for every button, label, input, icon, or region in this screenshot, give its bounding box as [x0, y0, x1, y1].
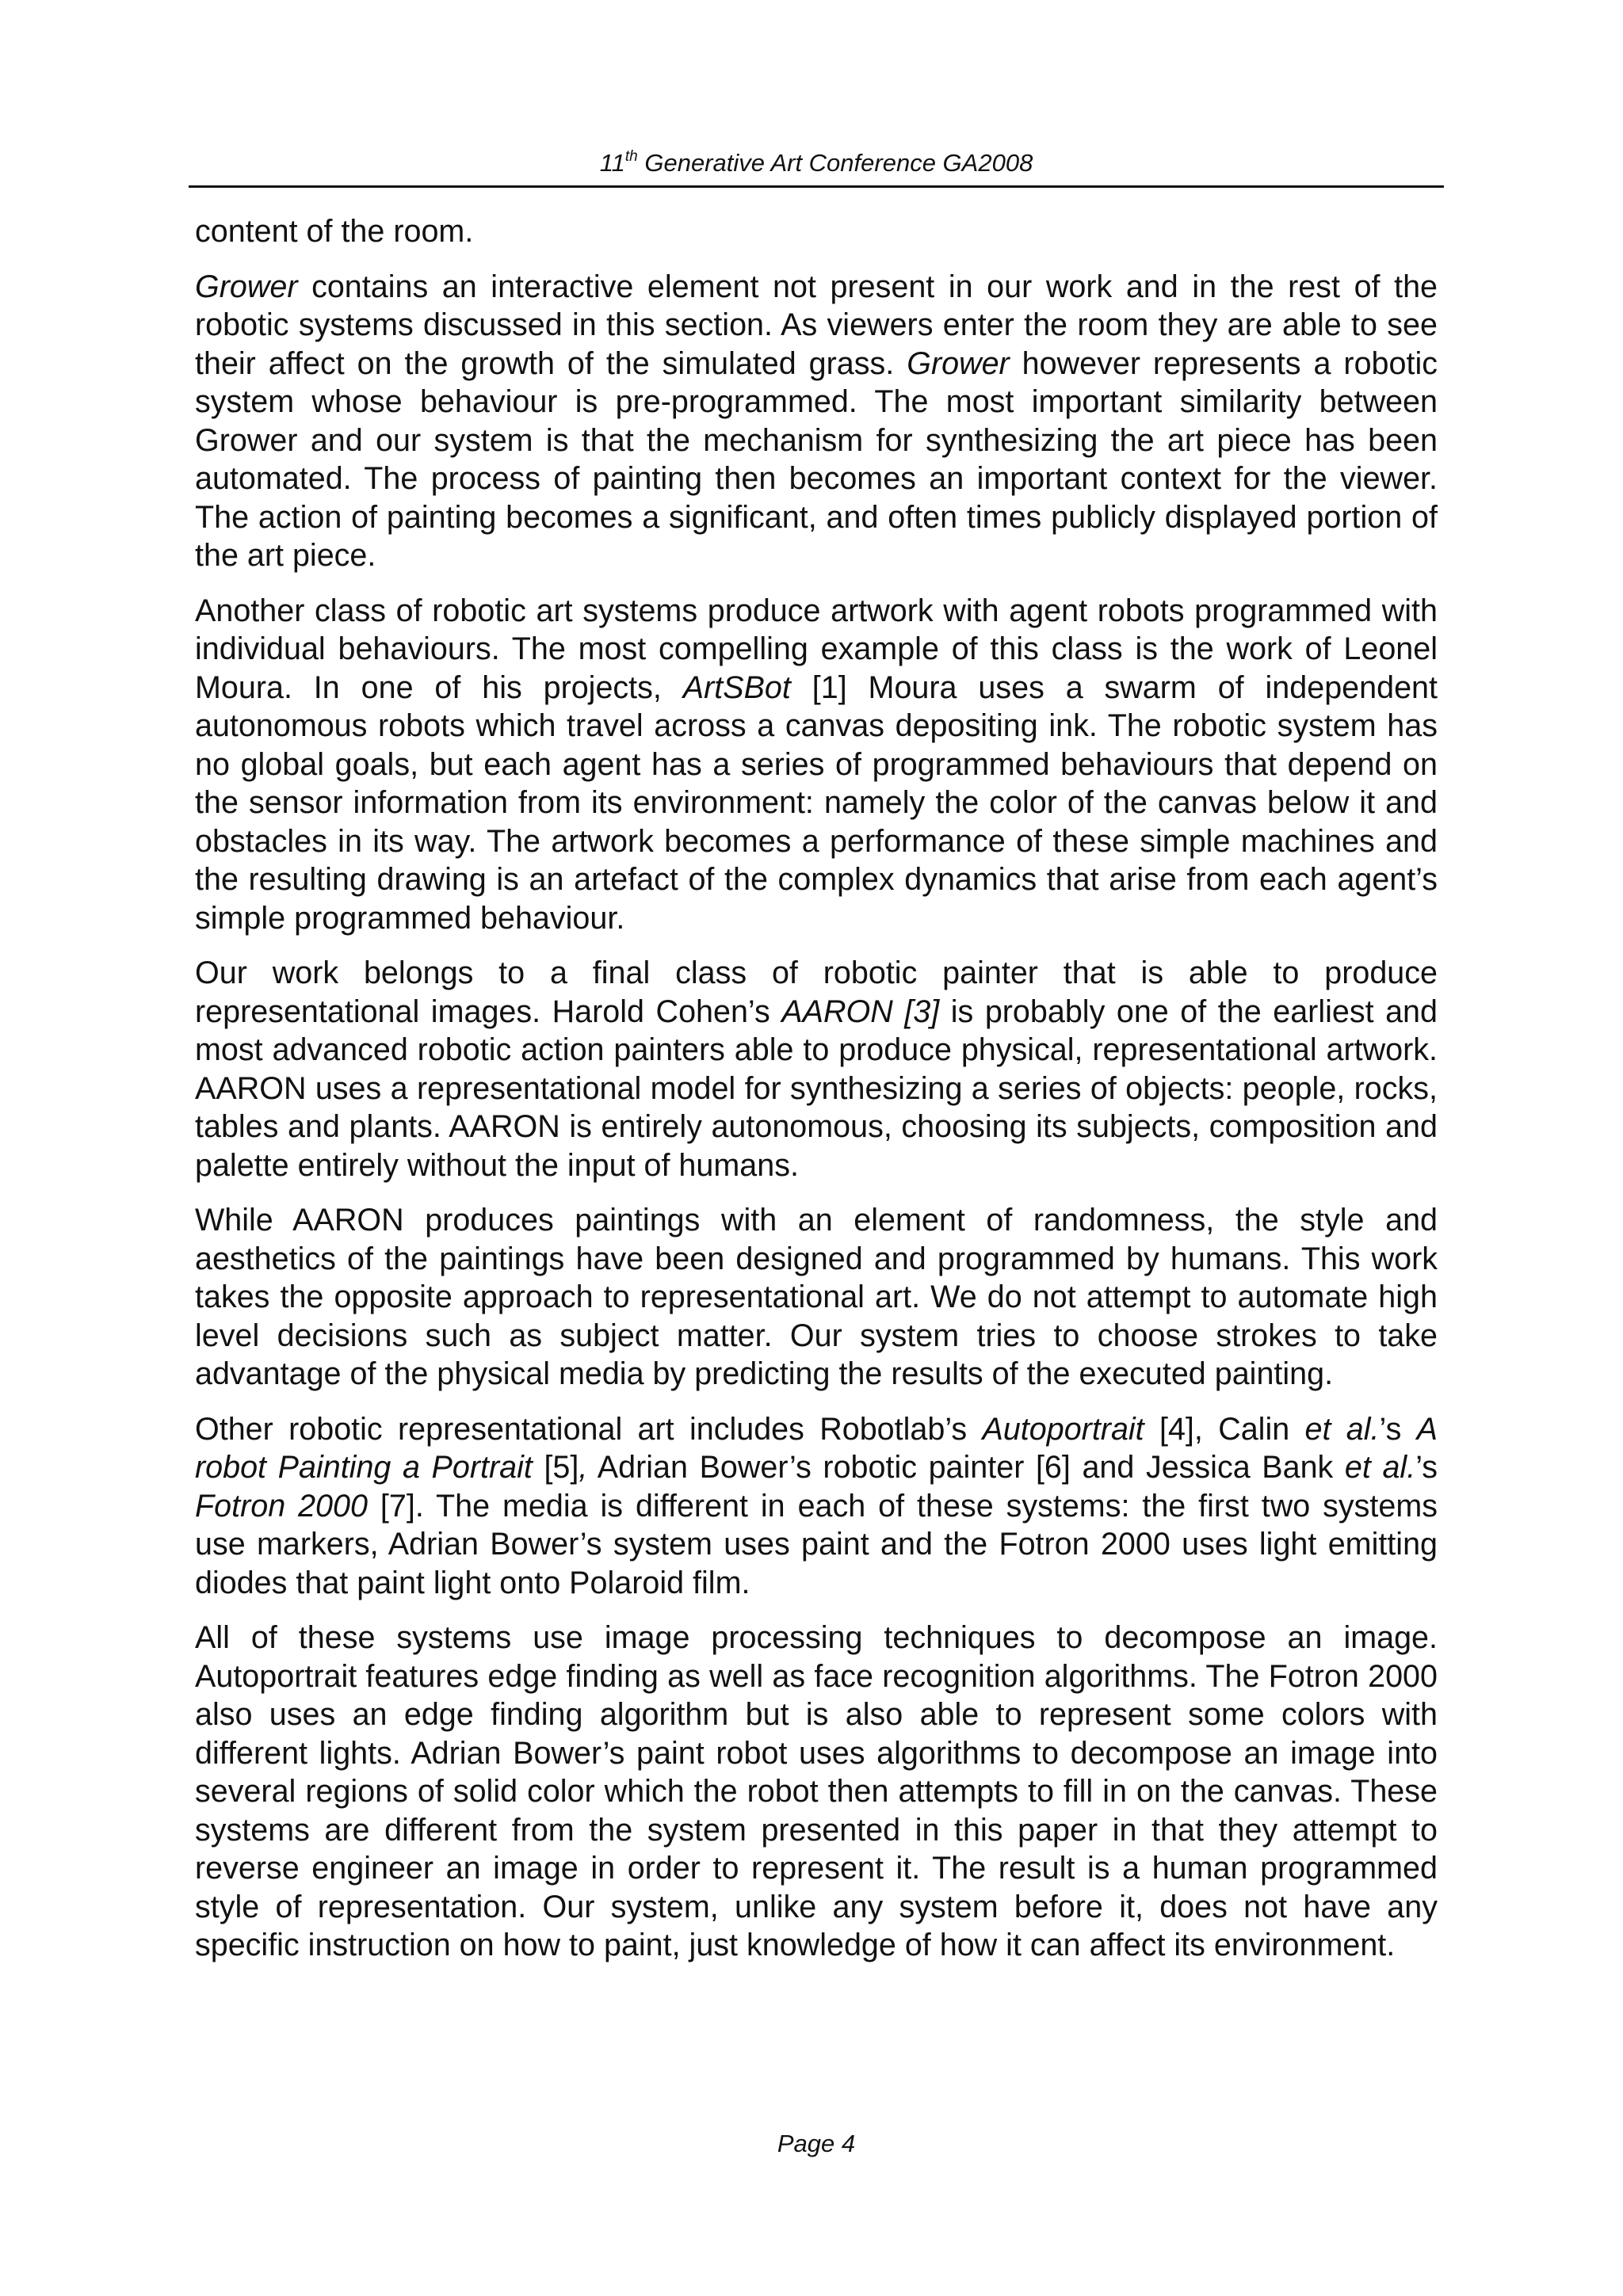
text-run: Our work belongs to a final class of robotic painter that is able to produce representational images. Harold Cohen’s [195, 955, 1438, 1029]
header-conference-title: Generative Art Conference GA2008 [637, 149, 1033, 177]
italic-run: Autoportrait [982, 1411, 1144, 1447]
paragraph [195, 1619, 1438, 1965]
text-run: [7]. The media is different in each of these systems: the first two systems use markers, Adrian Bower’s system uses paint and the Fotron 2000 uses light emitting diodes that paint light onto Polaroid film. [195, 1488, 1438, 1600]
paragraph [195, 268, 1438, 575]
header-rule [189, 185, 1444, 188]
italic-run: Grower [195, 269, 298, 304]
text-run: is probably one of the earliest and most advanced robotic action painters able to produce physical, representational artwork. AARON uses a representational model for synthesizing a series of objects: people, rocks, tables and plants. AARON is entirely autonomous, choosing its subjects, composition and palette entirely without the input of humans. [195, 994, 1438, 1183]
text-run: ’s [1379, 1411, 1417, 1447]
text-run: While AARON produces paintings with an element of randomness, the style and aesthetics of the paintings have been designed and programmed by humans. This work takes the opposite approach to representational art. We do not attempt to automate high level decisions such as subject matter. Our system tries to choose strokes to take advantage of the physical media by predicting the results of the executed painting. [195, 1203, 1438, 1391]
header-ordinal-suffix: th [624, 148, 638, 165]
text-run: contains an interactive element not present in our work and in the rest of the robotic systems discussed in this section. As viewers enter the room they are able to see their affect on the growth of the simulated grass. [195, 269, 1438, 381]
text-run: content of the room. [195, 214, 474, 249]
text-run: All of these systems use image processing techniques to decompose an image. Autoportrait features edge finding as well as face recognition algorithms. The Fotron 2000 also uses an edge finding algorithm but is also able to represent some colors with different lights. Adrian Bower’s paint robot uses algorithms to decompose an image into several regions of solid color which the robot then attempts to fill in on the canvas. These systems are different from the system presented in this paper in that they attempt to reverse engineer an image in order to represent it. The result is a human programmed style of representation. Our system, unlike any system before it, does not have any specific instruction on how to paint, just knowledge of how it can affect its environment. [195, 1620, 1438, 1962]
text-run: ’s [1415, 1450, 1438, 1485]
italic-run: et al. [1304, 1411, 1380, 1447]
italic-run: ArtSBot [682, 669, 791, 705]
page-number: Page 4 [777, 2130, 856, 2157]
text-run: however represents a robotic system whose behaviour is pre-programmed. The most important similarity between Grower and our system is that the mechanism for synthesizing the art piece has been automated. The process of painting then becomes an important context for the viewer. The action of painting becomes a significant, and often times publicly displayed portion of the art piece. [195, 345, 1438, 573]
italic-run: A robot Painting a Portrait [195, 1411, 1438, 1485]
text-run: Adrian Bower’s robotic painter [6] and Jessica Bank [587, 1450, 1345, 1485]
italic-run: AARON [3] [781, 994, 940, 1029]
paragraph [195, 592, 1438, 938]
paragraph [195, 1410, 1438, 1603]
running-header [189, 147, 1444, 179]
text-run: [4], Calin [1144, 1411, 1305, 1447]
text-run: [1] Moura uses a swarm of independent autonomous robots which travel across a canvas depositing ink. The robotic system has no global goals, but each agent has a series of programmed behaviours that depend on the sensor information from its environment: namely the color of the canvas below it and obstacles in its way. The artwork becomes a performance of these simple machines and the resulting drawing is an artefact of the complex dynamics that arise from each agent’s simple programmed behaviour. [195, 669, 1438, 936]
text-run: [5] [532, 1450, 579, 1485]
italic-run: Fotron 2000 [195, 1488, 368, 1524]
italic-run: Grower [907, 345, 1010, 381]
paragraph [195, 1201, 1438, 1394]
header-ordinal: 11 [599, 149, 625, 177]
paragraph [195, 212, 1438, 251]
text-run: Another class of robotic art systems produce artwork with agent robots programmed with individual behaviours. The most compelling example of this class is the work of Leonel Moura. In one of his projects, [195, 593, 1438, 705]
paragraph [195, 954, 1438, 1184]
italic-run: et al. [1344, 1450, 1416, 1485]
text-run: Other robotic representational art includes Robotlab’s [195, 1411, 983, 1447]
body-text [195, 212, 1438, 1981]
italic-run: , [579, 1450, 588, 1485]
